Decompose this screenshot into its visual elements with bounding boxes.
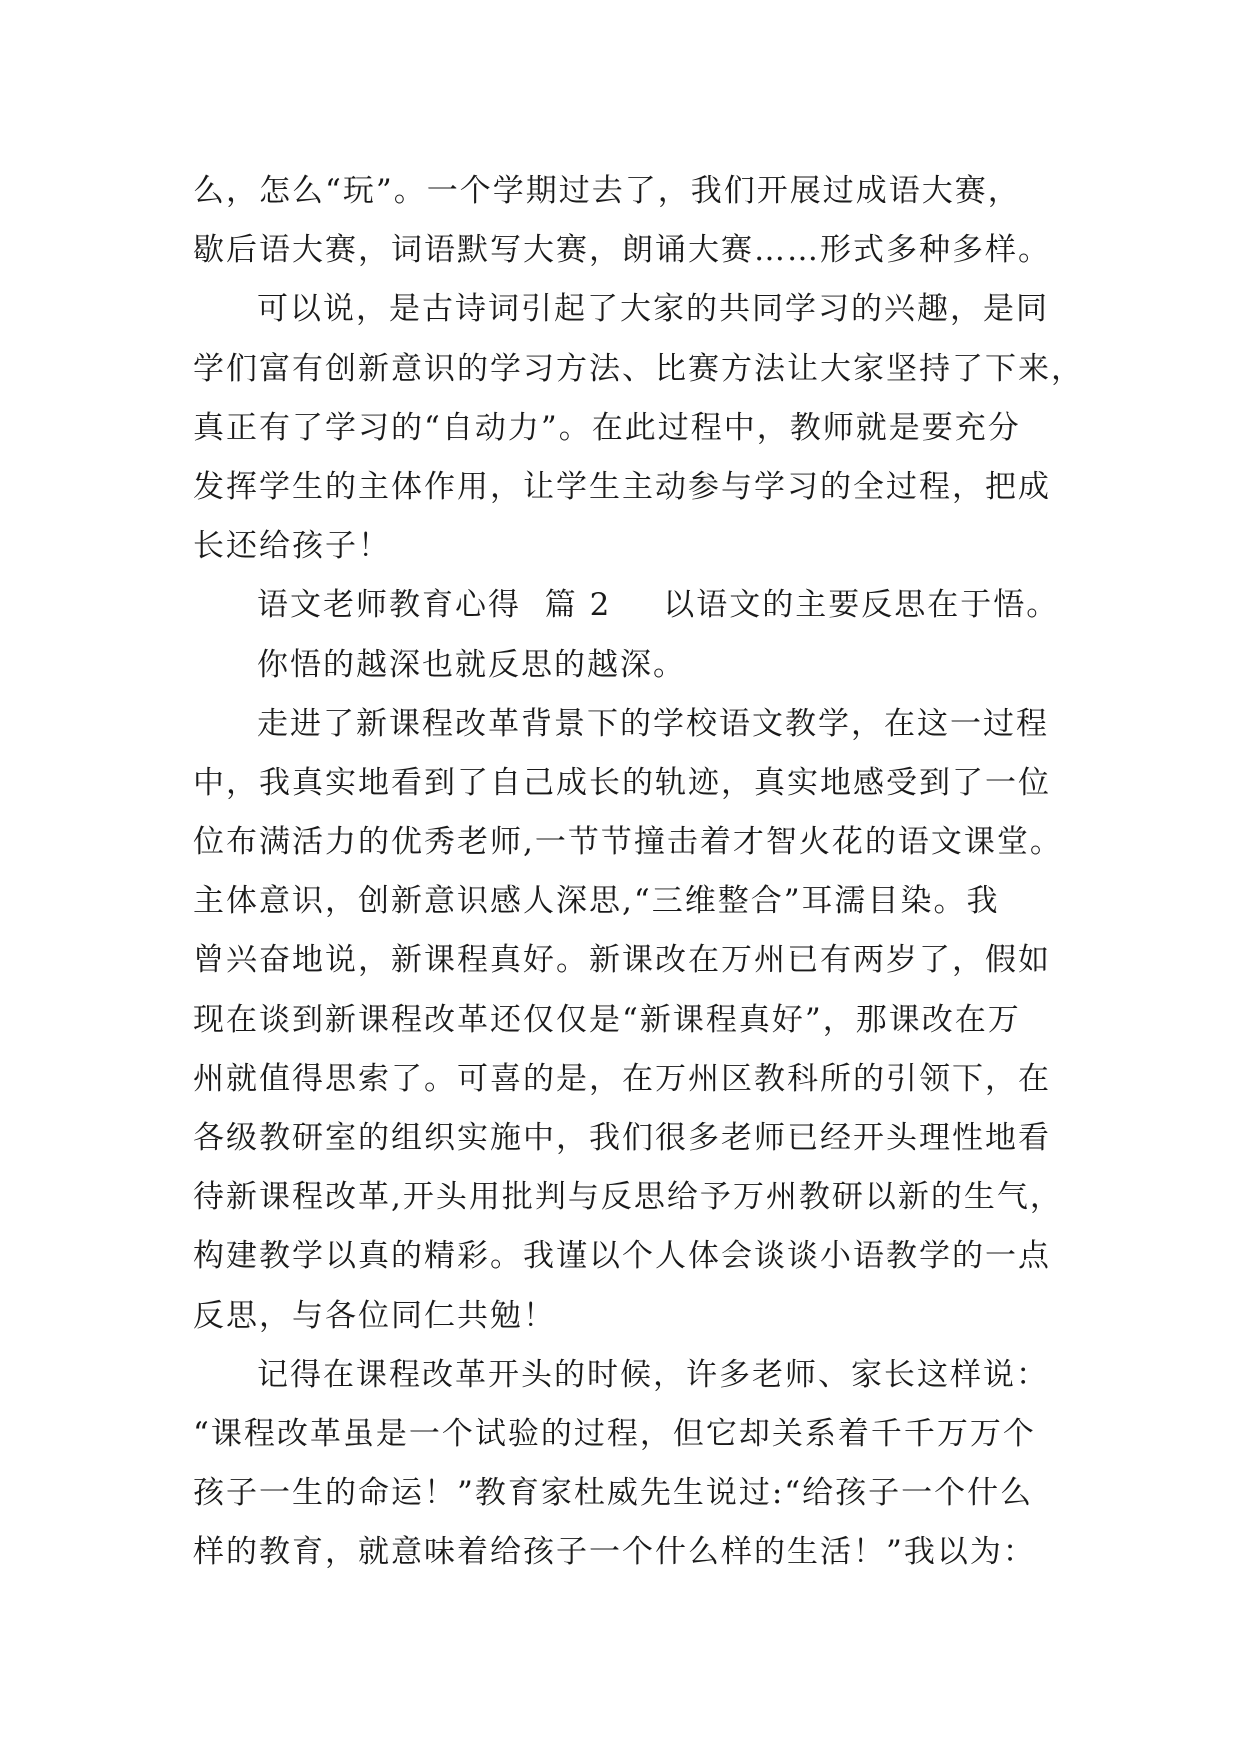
text-line: 记得在课程改革开头的时候，许多老师、家长这样说： — [257, 1356, 1049, 1393]
text-line: 你悟的越深也就反思的越深。 — [257, 646, 686, 683]
text-line: 各级教研室的组织实施中，我们很多老师已经开头理性地看 — [193, 1120, 1051, 1156]
text-line: 中，我真实地看到了自己成长的轨迹，真实地感受到了一位 — [193, 764, 1051, 801]
section-heading-line — [193, 576, 1073, 635]
section-number: 篇 2 — [544, 587, 612, 624]
text-line: 发挥学生的主体作用，让学生主动参与学习的全过程，把成 — [193, 468, 1051, 505]
text-line: 现在谈到新课程改革还仅仅是“新课程真好”，那课改在万 — [193, 1001, 1021, 1038]
text-line: 可以说，是古诗词引起了大家的共同学习的兴趣，是同 — [257, 291, 1049, 328]
section-continuation: 以语文的主要反思在于悟。 — [663, 587, 1060, 624]
text-line: 州就值得思索了。可喜的是，在万州区教科所的引领下，在 — [193, 1060, 1051, 1097]
text-line: 走进了新课程改革背景下的学校语文教学，在这一过程 — [257, 705, 1049, 742]
text-line: 样的教育，就意味着给孩子一个什么样的生活！”我以为： — [193, 1534, 1036, 1571]
text-line: 学们富有创新意识的学习方法、比赛方法让大家坚持了下来， — [193, 350, 1084, 387]
text-line: 曾兴奋地说，新课程真好。新课改在万州已有两岁了，假如 — [193, 942, 1051, 979]
text-line: 主体意识，创新意识感人深思,“三维整合”耳濡目染。我 — [193, 883, 1000, 920]
text-line: 真正有了学习的“自动力”。在此过程中，教师就是要充分 — [193, 409, 1021, 446]
text-line: 歇后语大赛，词语默写大赛，朗诵大赛……形式多种多样。 — [193, 232, 1051, 269]
text-line: 构建教学以真的精彩。我谨以个人体会谈谈小语教学的一点 — [193, 1238, 1051, 1275]
section-title: 语文老师教育心得 — [257, 587, 521, 624]
text-line: 待新课程改革,开头用批判与反思给予万州教研以新的生气， — [193, 1179, 1063, 1216]
text-line: 长还给孩子！ — [193, 528, 391, 565]
text-line: 位布满活力的优秀老师,一节节撞击着才智火花的语文课堂。 — [193, 824, 1063, 861]
text-line: 孩子一生的命运！”教育家杜威先生说过:“给孩子一个什么 — [193, 1475, 1034, 1512]
body-text — [193, 162, 1084, 1583]
text-line: 么，怎么“玩”。一个学期过去了，我们开展过成语大赛， — [193, 173, 1021, 209]
text-line: “课程改革虽是一个试验的过程，但它却关系着千千万万个 — [193, 1415, 1036, 1452]
text-line: 反思，与各位同仁共勉！ — [193, 1297, 556, 1334]
